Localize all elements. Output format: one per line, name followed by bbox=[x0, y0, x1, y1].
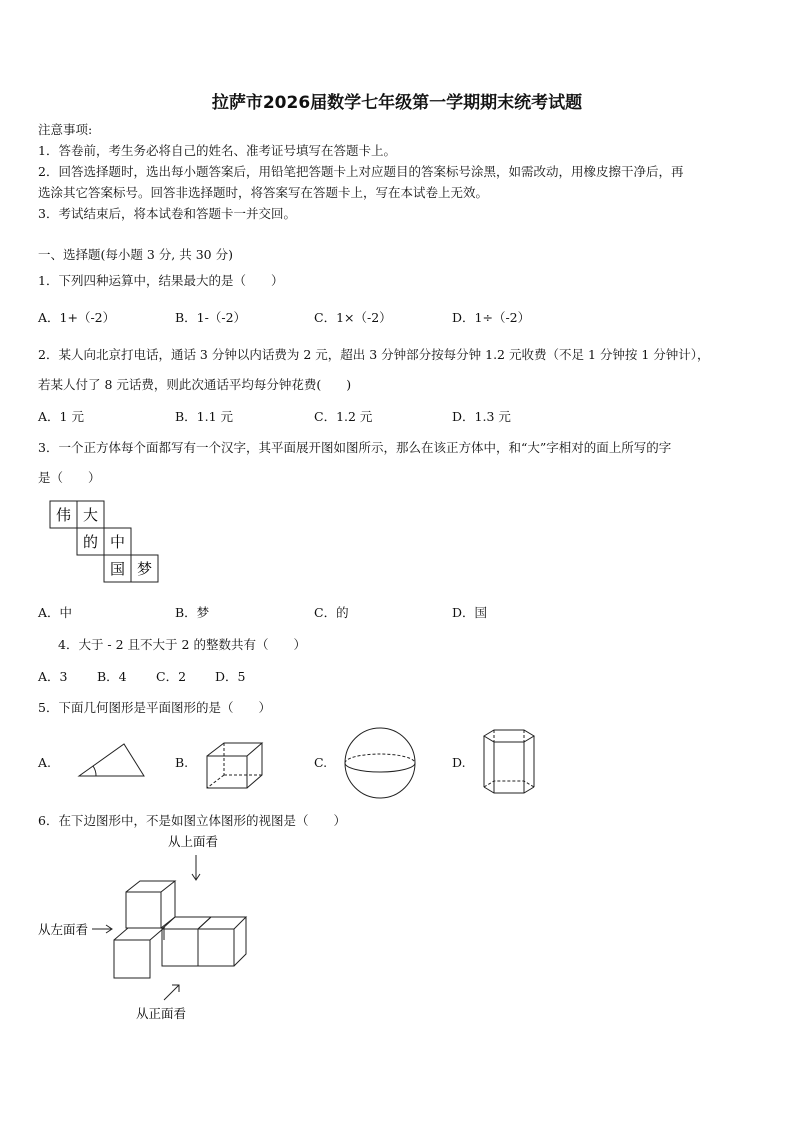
q5-option-d-label[interactable]: D. bbox=[452, 755, 466, 770]
q1-option-c[interactable]: C．1×（-2） bbox=[314, 310, 392, 325]
q4-option-c[interactable]: C．2 bbox=[156, 669, 187, 684]
q5-option-c-label[interactable]: C. bbox=[314, 755, 328, 770]
q2-option-a[interactable]: A．1 元 bbox=[38, 409, 84, 424]
notice-item-2-cont: 选涂其它答案标号。回答非选择题时，将答案写在答题卡上，写在本试卷上无效。 bbox=[38, 185, 489, 200]
net-char-zhong: 中 bbox=[109, 533, 126, 551]
section-heading: 一、选择题(每小题 3 分, 共 30 分) bbox=[38, 247, 233, 262]
notice-item-3: 3．考试结束后，将本试卷和答题卡一并交回。 bbox=[38, 206, 296, 221]
notice-item-2: 2．回答选择题时，选出每小题答案后，用铅笔把答题卡上对应题目的答案标号涂黑，如需改动，用橡皮擦干净后，再 bbox=[38, 164, 684, 179]
q2-option-b[interactable]: B．1.1 元 bbox=[175, 409, 234, 424]
view-front-label: 从正面看 bbox=[136, 1006, 187, 1021]
q2-option-c[interactable]: C．1.2 元 bbox=[314, 409, 373, 424]
page-title: 拉萨市2026届数学七年级第一学期期末统考试题 bbox=[211, 93, 583, 113]
q3-stem-line2: 是（ ） bbox=[38, 470, 101, 485]
stacked-cubes-figure bbox=[34, 830, 264, 1030]
q4-stem: 4．大于 - 2 且不大于 2 的整数共有（ ） bbox=[58, 637, 306, 652]
q4-option-a[interactable]: A．3 bbox=[38, 669, 68, 684]
q3-option-b[interactable]: B．梦 bbox=[175, 605, 210, 620]
q6-stem: 6．在下边图形中，不是如图立体图形的视图是（ ） bbox=[38, 813, 346, 828]
q3-option-d[interactable]: D．国 bbox=[452, 605, 488, 620]
view-left-label: 从左面看 bbox=[38, 922, 89, 937]
net-char-meng: 梦 bbox=[136, 560, 153, 578]
view-top-label: 从上面看 bbox=[168, 834, 219, 849]
notice-heading: 注意事项: bbox=[38, 122, 93, 137]
q1-option-b[interactable]: B．1-（-2） bbox=[175, 310, 247, 325]
net-char-guo: 国 bbox=[109, 560, 126, 578]
net-char-wei: 伟 bbox=[55, 506, 72, 524]
cube-figure bbox=[204, 740, 266, 792]
net-char-da: 大 bbox=[82, 506, 99, 524]
q2-stem-line2: 若某人付了 8 元话费，则此次通话平均每分钟花费( ) bbox=[38, 377, 352, 392]
net-char-de: 的 bbox=[82, 533, 99, 551]
q5-option-b-label[interactable]: B. bbox=[175, 755, 189, 770]
notice-item-1: 1．答卷前，考生务必将自己的姓名、准考证号填写在答题卡上。 bbox=[38, 143, 396, 158]
q4-option-d[interactable]: D．5 bbox=[215, 669, 246, 684]
q1-option-d[interactable]: D．1÷（-2） bbox=[452, 310, 531, 325]
q1-option-a[interactable]: A．1+（-2） bbox=[38, 310, 116, 325]
q3-stem-line1: 3．一个正方体每个面都写有一个汉字，其平面展开图如图所示，那么在该正方体中，和“大”字相对的面上所写的字 bbox=[38, 440, 672, 455]
hexagonal-prism-figure bbox=[480, 727, 538, 797]
cube-net-figure bbox=[49, 500, 161, 586]
q3-option-c[interactable]: C．的 bbox=[314, 605, 349, 620]
triangle-figure bbox=[74, 740, 148, 780]
q5-stem: 5．下面几何图形是平面图形的是（ ） bbox=[38, 700, 271, 715]
q4-option-b[interactable]: B．4 bbox=[97, 669, 127, 684]
q3-option-a[interactable]: A．中 bbox=[38, 605, 73, 620]
q2-stem-line1: 2．某人向北京打电话，通话 3 分钟以内话费为 2 元，超出 3 分钟部分按每分钟 1.2 元收费（不足 1 分钟按 1 分钟计）， bbox=[38, 347, 710, 362]
q5-option-a-label[interactable]: A. bbox=[38, 755, 52, 770]
sphere-figure bbox=[342, 725, 418, 801]
q1-stem: 1．下列四种运算中，结果最大的是（ ） bbox=[38, 273, 284, 288]
q2-option-d[interactable]: D．1.3 元 bbox=[452, 409, 511, 424]
